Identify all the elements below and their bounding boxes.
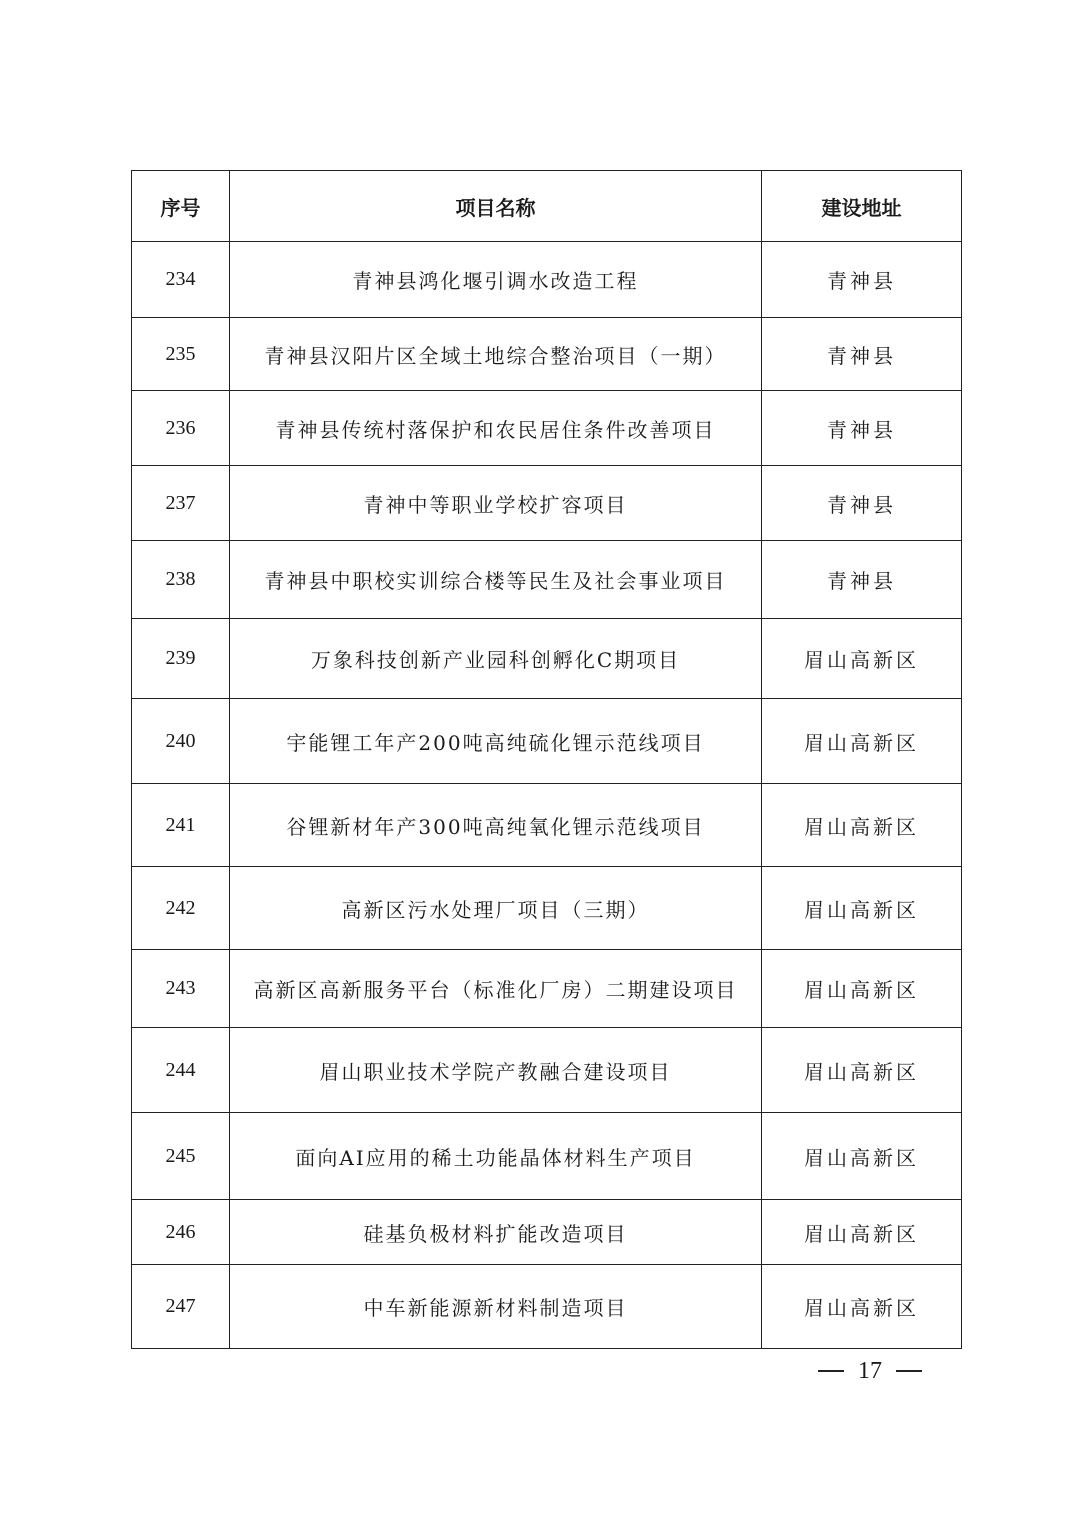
row-no: 243: [132, 950, 230, 1028]
row-name: 硅基负极材料扩能改造项目: [230, 1200, 762, 1265]
row-location: 青神县: [762, 242, 962, 318]
row-name: 面向AI应用的稀土功能晶体材料生产项目: [230, 1113, 762, 1200]
table-row: [132, 867, 962, 950]
table-row: [132, 466, 962, 541]
row-no: 240: [132, 699, 230, 784]
header-name: 项目名称: [230, 171, 762, 242]
row-no: 239: [132, 619, 230, 699]
row-location: 青神县: [762, 318, 962, 391]
row-name: 青神县鸿化堰引调水改造工程: [230, 242, 762, 318]
table-row: [132, 242, 962, 318]
row-name: 青神县传统村落保护和农民居住条件改善项目: [230, 391, 762, 466]
row-location: 眉山高新区: [762, 1200, 962, 1265]
table-row: [132, 1028, 962, 1113]
row-location: 眉山高新区: [762, 784, 962, 867]
table-row: [132, 950, 962, 1028]
page-number-right-dash: [896, 1370, 922, 1372]
row-location: 青神县: [762, 541, 962, 619]
row-no: 234: [132, 242, 230, 318]
row-no: 242: [132, 867, 230, 950]
row-no: 244: [132, 1028, 230, 1113]
row-name: 宇能锂工年产200吨高纯硫化锂示范线项目: [230, 699, 762, 784]
row-location: 眉山高新区: [762, 1028, 962, 1113]
table-row: [132, 391, 962, 466]
header-no: 序号: [132, 171, 230, 242]
row-name: 青神县汉阳片区全域土地综合整治项目（一期）: [230, 318, 762, 391]
row-location: 青神县: [762, 466, 962, 541]
row-location: 青神县: [762, 391, 962, 466]
table-row: [132, 318, 962, 391]
project-table: [131, 170, 962, 1349]
row-location: 眉山高新区: [762, 699, 962, 784]
row-no: 238: [132, 541, 230, 619]
row-name: 眉山职业技术学院产教融合建设项目: [230, 1028, 762, 1113]
row-location: 眉山高新区: [762, 619, 962, 699]
row-no: 236: [132, 391, 230, 466]
table-header-row: [132, 171, 962, 242]
row-no: 245: [132, 1113, 230, 1200]
header-location: 建设地址: [762, 171, 962, 242]
row-no: 241: [132, 784, 230, 867]
row-location: 眉山高新区: [762, 950, 962, 1028]
table-row: [132, 1200, 962, 1265]
row-name: 高新区污水处理厂项目（三期）: [230, 867, 762, 950]
row-no: 247: [132, 1265, 230, 1349]
row-name: 高新区高新服务平台（标准化厂房）二期建设项目: [230, 950, 762, 1028]
row-name: 中车新能源新材料制造项目: [230, 1265, 762, 1349]
page-number-text: 17: [858, 1357, 882, 1384]
row-location: 眉山高新区: [762, 867, 962, 950]
table-row: [132, 699, 962, 784]
row-name: 青神中等职业学校扩容项目: [230, 466, 762, 541]
row-name: 谷锂新材年产300吨高纯氧化锂示范线项目: [230, 784, 762, 867]
table-row: [132, 619, 962, 699]
row-location: 眉山高新区: [762, 1265, 962, 1349]
table-row: [132, 541, 962, 619]
row-name: 青神县中职校实训综合楼等民生及社会事业项目: [230, 541, 762, 619]
table-row: [132, 1265, 962, 1349]
page-number: [818, 1355, 922, 1387]
row-no: 235: [132, 318, 230, 391]
row-location: 眉山高新区: [762, 1113, 962, 1200]
table-row: [132, 784, 962, 867]
table-row: [132, 1113, 962, 1200]
row-no: 237: [132, 466, 230, 541]
row-name: 万象科技创新产业园科创孵化C期项目: [230, 619, 762, 699]
row-no: 246: [132, 1200, 230, 1265]
page-number-left-dash: [818, 1370, 844, 1372]
